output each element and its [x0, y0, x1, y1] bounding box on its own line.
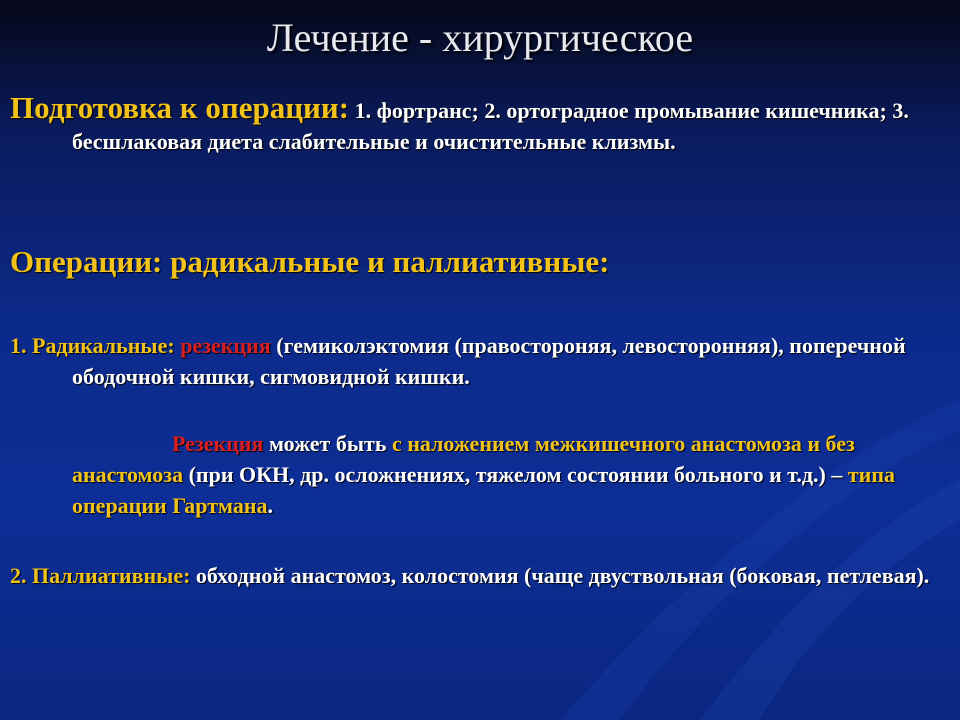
slide-title: Лечение - хирургическое: [266, 15, 694, 60]
radical-label: 1. Радикальные:: [10, 333, 175, 358]
operations-heading-paragraph: [10, 246, 940, 280]
resection-note-part3: .: [267, 493, 274, 518]
preparation-text: 1. фортранс; 2. ортоградное промывание кишечника; 3. бесшлаковая диета слабительные и очистительные клизмы.: [72, 98, 909, 154]
resection-note-part2: (при ОКН, др. осложнениях, тяжелом состоянии больного и т.д.) –: [183, 462, 848, 487]
resection-note-part1: может быть: [263, 431, 392, 456]
resection-note-word: Резекция: [172, 431, 264, 456]
palliative-label: 2. Паллиативные:: [10, 563, 191, 588]
radical-paragraph: [10, 330, 960, 392]
radical-text: (гемиколэктомия (правостороняя, левосторонняя), поперечной ободочной кишки, сигмовидной кишки.: [72, 333, 906, 389]
operations-heading: Операции: радикальные и паллиативные:: [10, 244, 610, 279]
palliative-paragraph: [10, 560, 960, 591]
palliative-text: обходной анастомоз, колостомия (чаще двуствольная (боковая, петлевая).: [190, 563, 930, 588]
resection-note-yellow: с наложением межкишечного анастомоза и без анастомоза: [72, 431, 855, 487]
radical-resection-word: резекция: [180, 333, 271, 358]
resection-note-hartmann: типа операции Гартмана: [72, 462, 896, 518]
preparation-paragraph: [10, 92, 960, 157]
resection-note-paragraph: [72, 428, 942, 521]
preparation-label: Подготовка к операции:: [10, 90, 350, 125]
